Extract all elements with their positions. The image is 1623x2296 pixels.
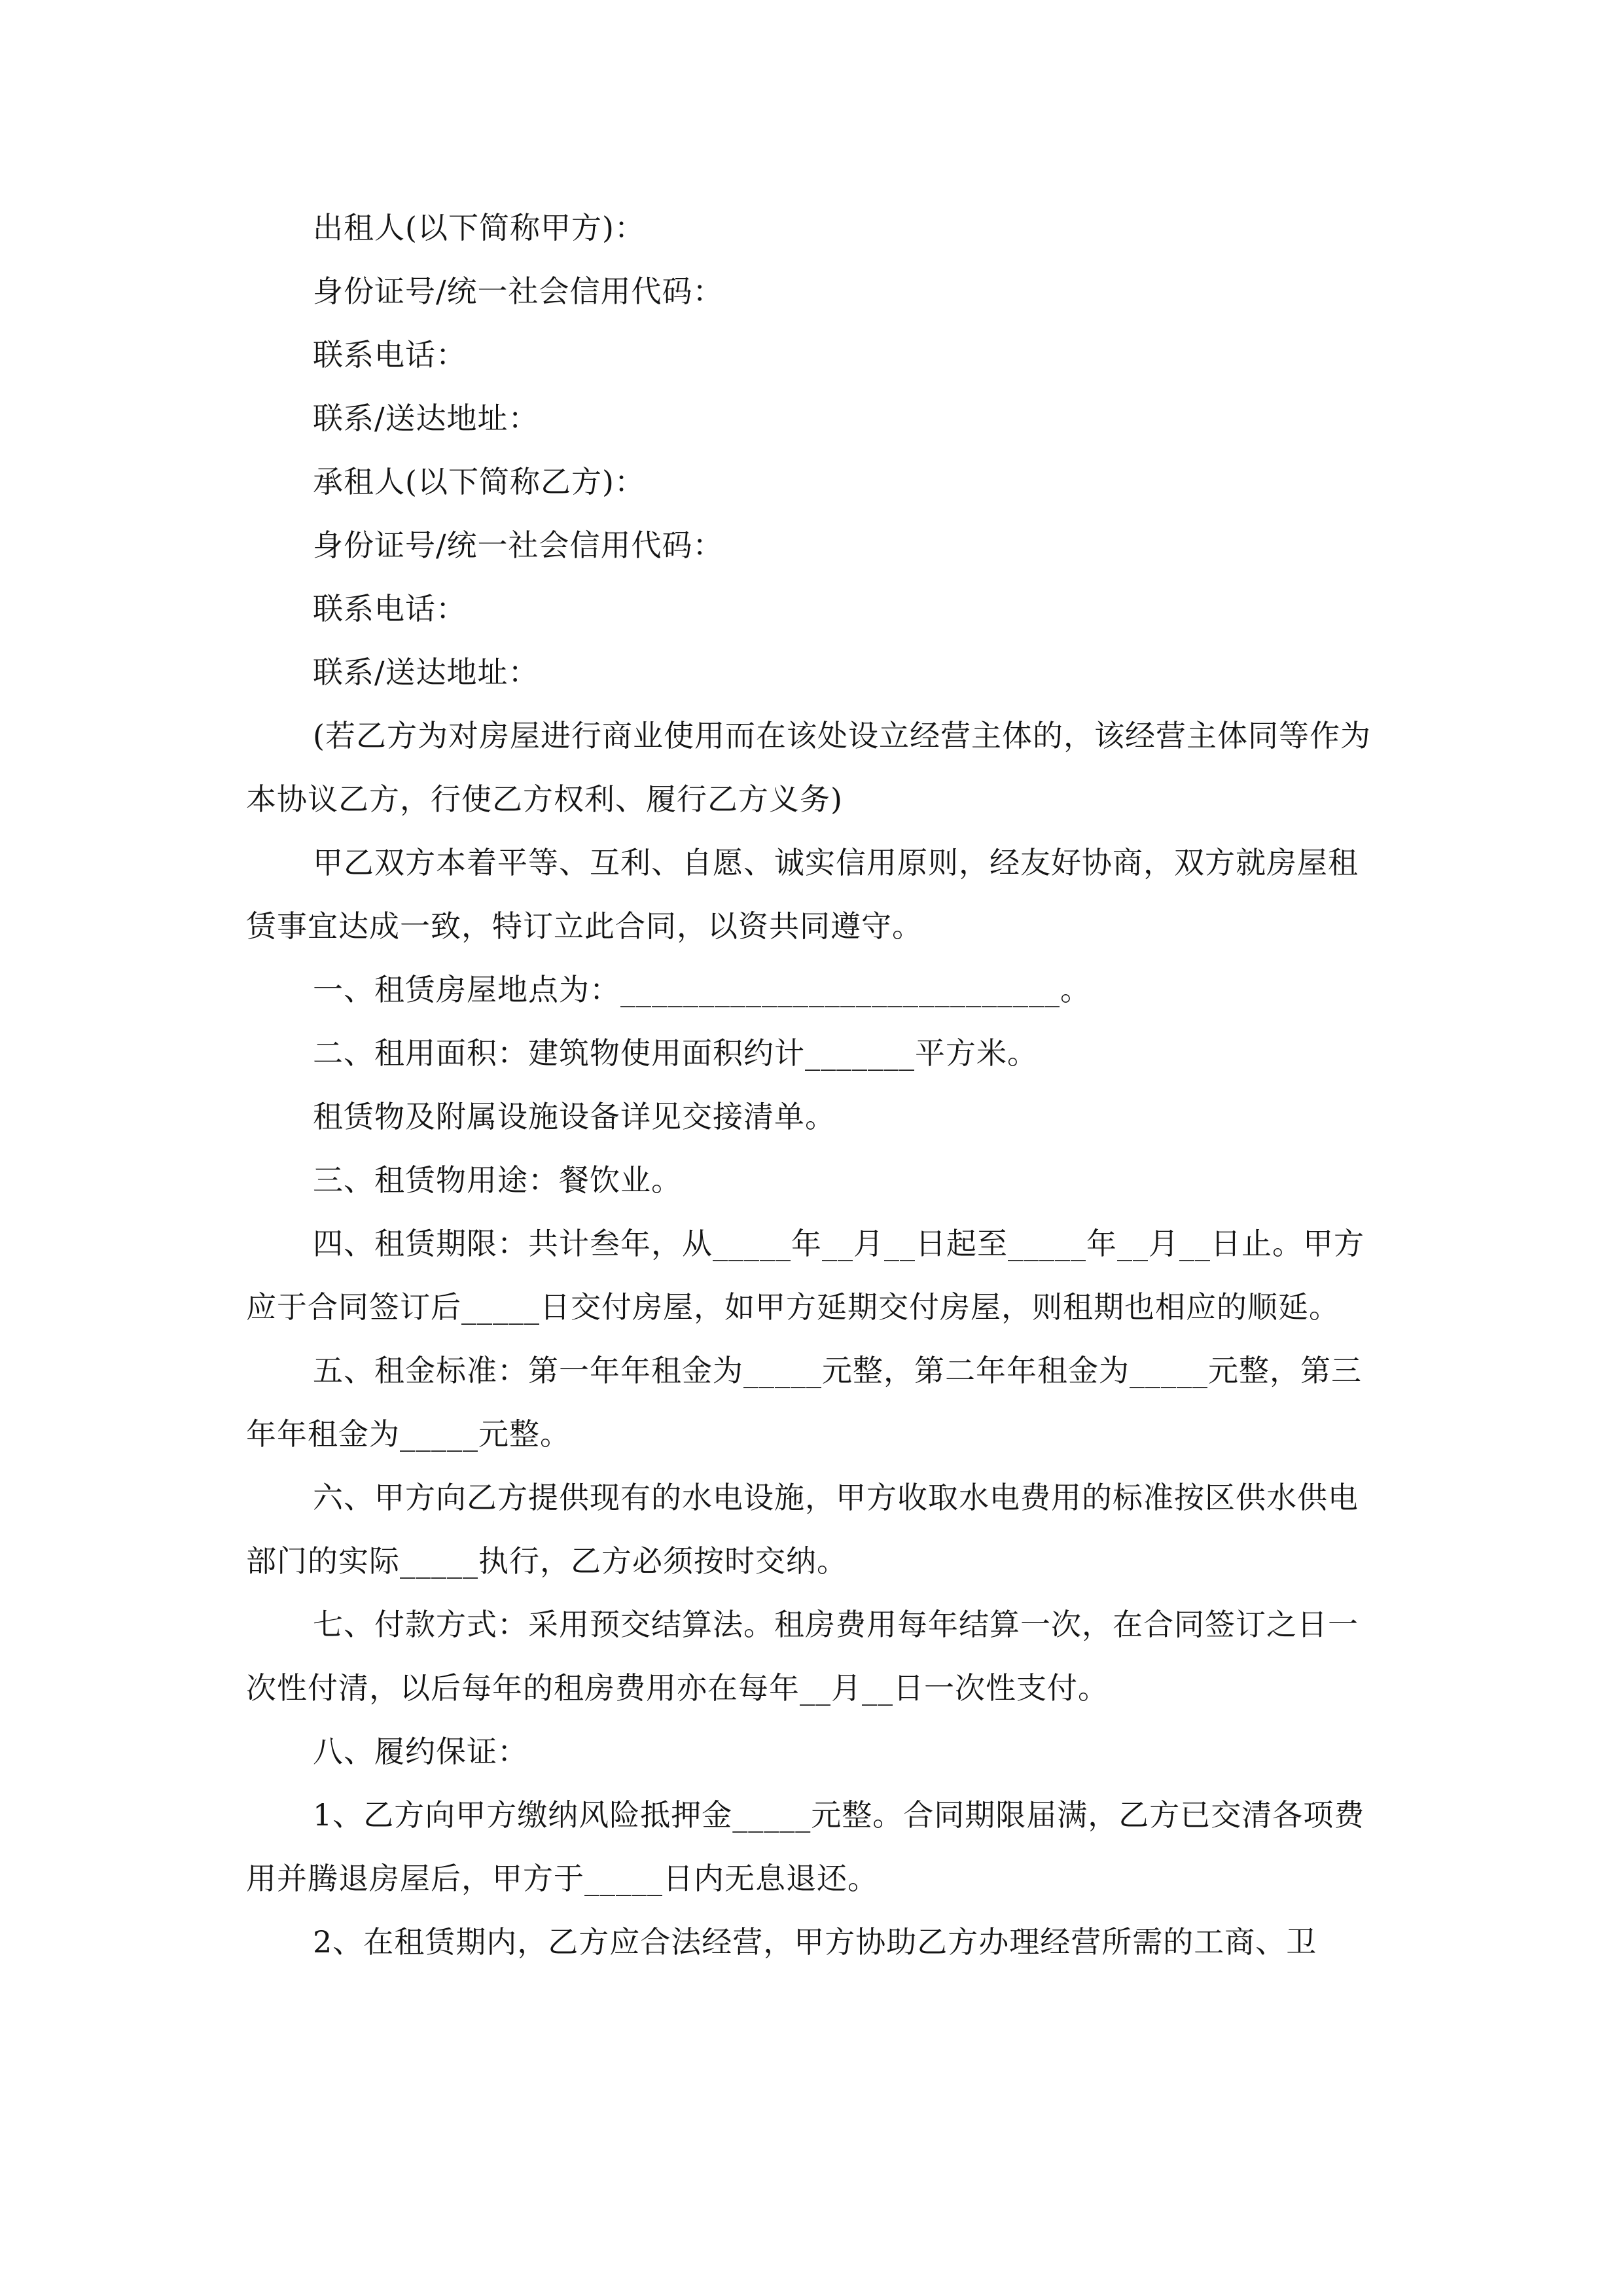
clause-2-area: 二、租用面积：建筑物使用面积约计_______平方米。	[313, 1035, 1038, 1071]
clause-7-payment: 七、付款方式：采用预交结算法。租房费用每年结算一次，在合同签订之日一次性付清，以后每年的租房费用亦在每年__月__日一次性支付。	[246, 1607, 1359, 1706]
clause-6-utilities: 六、甲方向乙方提供现有的水电设施，甲方收取水电费用的标准按区供水供电部门的实际_____执行，乙方必须按时交纳。	[246, 1480, 1359, 1579]
clause-4-term: 四、租赁期限：共计叁年，从_____年__月__日起至_____年__月__日止。甲方应于合同签订后_____日交付房屋，如甲方延期交付房屋，则租期也相应的顺延。	[246, 1226, 1364, 1325]
lessee-phone-line: 联系电话：	[313, 591, 467, 626]
clause-1-location: 一、租赁房屋地点为：____________________________。	[313, 972, 1091, 1007]
clause-8-1-deposit: 1、乙方向甲方缴纳风险抵押金_____元整。合同期限届满，乙方已交清各项费用并腾退房屋后，甲方于_____日内无息退还。	[246, 1797, 1365, 1896]
clause-5-rent: 五、租金标准：第一年年租金为_____元整，第二年年租金为_____元整，第三年年租金为_____元整。	[246, 1353, 1362, 1452]
lessee-address-line: 联系/送达地址：	[313, 655, 539, 690]
clause-3-purpose: 三、租赁物用途：餐饮业。	[313, 1162, 682, 1198]
lessor-address-line: 联系/送达地址：	[313, 401, 539, 436]
lessor-phone-line: 联系电话：	[313, 337, 467, 372]
preamble-paragraph: 甲乙双方本着平等、互利、自愿、诚实信用原则，经友好协商，双方就房屋租赁事宜达成一致，特订立此合同，以资共同遵守。	[246, 845, 1359, 944]
lessee-line: 承租人(以下简称乙方)：	[313, 464, 645, 499]
lessor-id-line: 身份证号/统一社会信用代码：	[313, 274, 724, 309]
lessor-line: 出租人(以下简称甲方)：	[313, 210, 645, 245]
clause-8-guarantee-heading: 八、履约保证：	[313, 1734, 528, 1769]
clause-2-facilities: 租赁物及附属设施设备详见交接清单。	[313, 1099, 836, 1134]
contract-body	[246, 196, 1378, 1974]
lessee-id-line: 身份证号/统一社会信用代码：	[313, 528, 724, 563]
business-entity-note: (若乙方为对房屋进行商业使用而在该处设立经营主体的，该经营主体同等作为本协议乙方，行使乙方权利、履行乙方义务)	[246, 718, 1371, 817]
clause-8-2-operation: 2、在租赁期内，乙方应合法经营，甲方协助乙方办理经营所需的工商、卫	[313, 1924, 1317, 1960]
